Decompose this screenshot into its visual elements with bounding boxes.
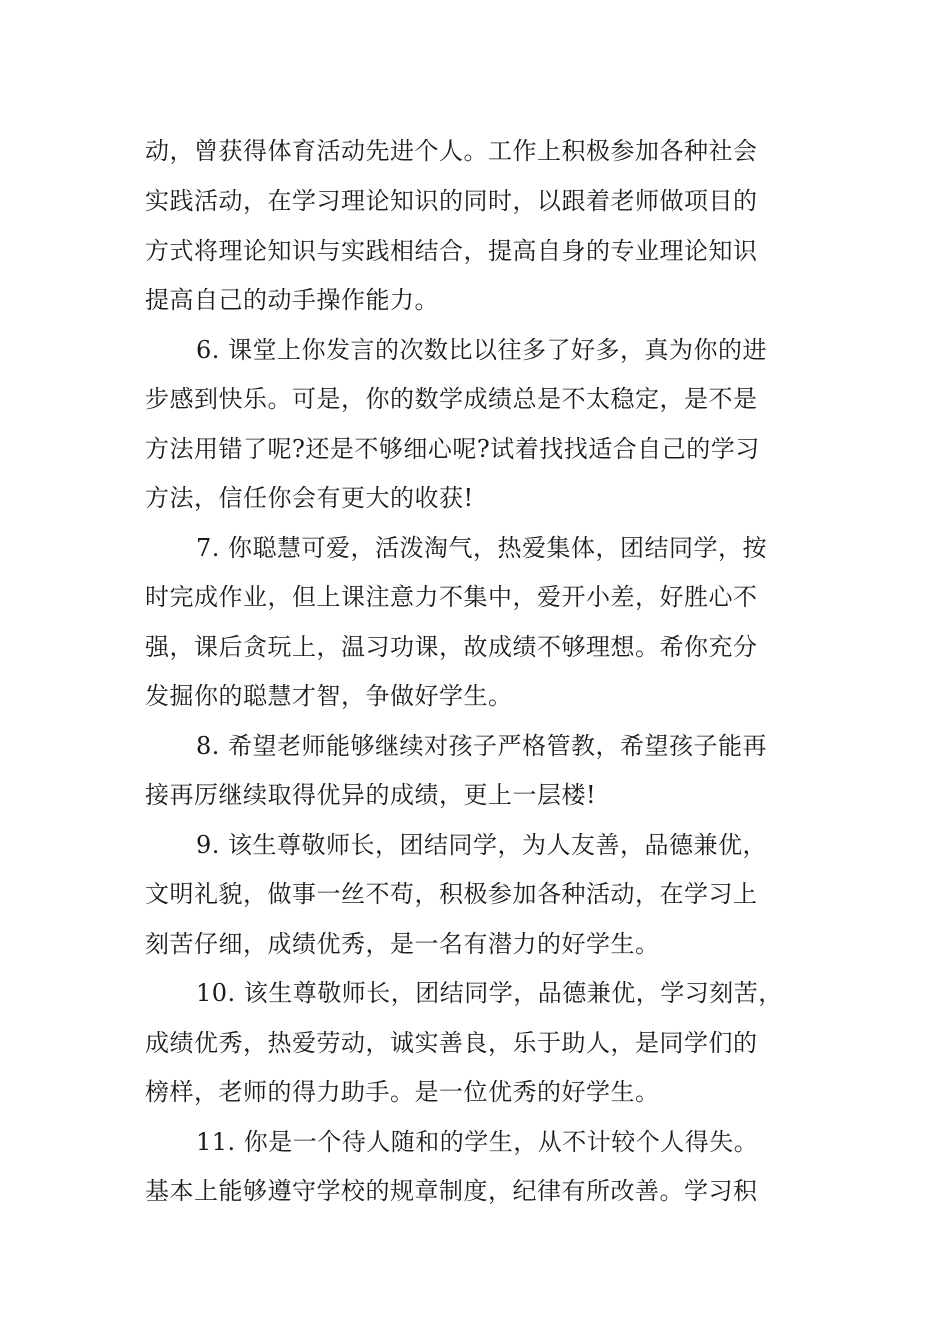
text-line: 方法，信任你会有更大的收获! [145,484,474,512]
paragraph-10-start: 10. 该生尊敬师长，团结同学，品德兼优，学习刻苦， [196,979,783,1007]
paragraph-11-start: 11. 你是一个待人随和的学生，从不计较个人得失。 [196,1128,759,1156]
paragraph-8-start: 8. 希望老师能够继续对孩子严格管教，希望孩子能再 [196,732,768,760]
paragraph-7-start: 7. 你聪慧可爱，活泼淘气，热爱集体，团结同学，按 [196,534,768,562]
text-line: 方法用错了呢?还是不够细心呢?试着找找适合自己的学习 [145,435,760,463]
text-line: 接再厉继续取得优异的成绩，更上一层楼! [145,781,597,809]
text-line: 基本上能够遵守学校的规章制度，纪律有所改善。学习积 [145,1177,758,1205]
text-line: 文明礼貌，做事一丝不苟，积极参加各种活动，在学习上 [145,880,758,908]
text-line: 动，曾获得体育活动先进个人。工作上积极参加各种社会 [145,137,758,165]
text-line: 刻苦仔细，成绩优秀，是一名有潜力的好学生。 [145,930,660,958]
text-line: 发掘你的聪慧才智，争做好学生。 [145,682,513,710]
text-line: 成绩优秀，热爱劳动，诚实善良，乐于助人，是同学们的 [145,1029,758,1057]
text-line: 提高自己的动手操作能力。 [145,286,439,314]
text-line: 方式将理论知识与实践相结合，提高自身的专业理论知识 [145,237,758,265]
text-line: 榜样，老师的得力助手。是一位优秀的好学生。 [145,1078,660,1106]
paragraph-9-start: 9. 该生尊敬师长，团结同学，为人友善，品德兼优， [196,831,768,859]
text-line: 强，课后贪玩上，温习功课，故成绩不够理想。希你充分 [145,633,758,661]
text-line: 实践活动，在学习理论知识的同时，以跟着老师做项目的 [145,187,758,215]
paragraph-6-start: 6. 课堂上你发言的次数比以往多了好多，真为你的进 [196,336,768,364]
text-line: 步感到快乐。可是，你的数学成绩总是不太稳定，是不是 [145,385,758,413]
text-line: 时完成作业，但上课注意力不集中，爱开小差，好胜心不 [145,583,758,611]
